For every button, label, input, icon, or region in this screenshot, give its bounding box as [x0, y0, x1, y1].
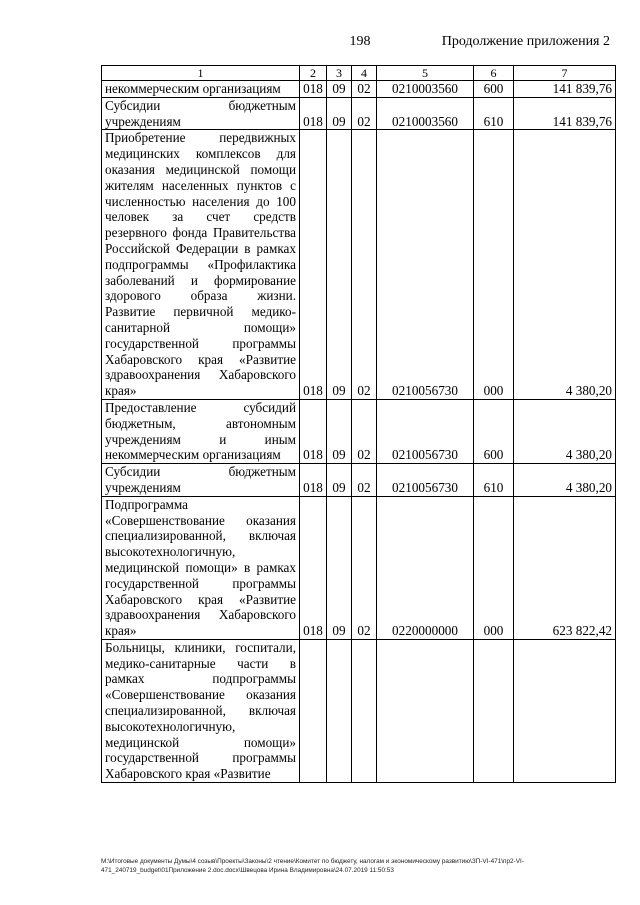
row-ministry-code: 018 — [300, 399, 327, 463]
column-header: 7 — [514, 66, 616, 81]
row-subsection-code — [352, 639, 377, 782]
table-row — [102, 97, 616, 130]
row-amount: 4 380,20 — [514, 399, 616, 463]
row-subsection-code: 02 — [352, 464, 377, 497]
row-target-code: 0220000000 — [377, 496, 474, 639]
row-name: Предоставление субсидий бюджетным, автономным учреждениям и иным некоммерческим организациям — [102, 399, 300, 463]
budget-table — [101, 65, 616, 783]
row-amount: 4 380,20 — [514, 130, 616, 400]
row-section-code: 09 — [327, 97, 352, 130]
row-subsection-code: 02 — [352, 399, 377, 463]
row-subsection-code: 02 — [352, 130, 377, 400]
column-header: 6 — [474, 66, 514, 81]
row-name: Субсидии бюджетным учреждениям — [102, 97, 300, 130]
row-ministry-code: 018 — [300, 464, 327, 497]
row-subsection-code: 02 — [352, 496, 377, 639]
footer-line: 471_240719_budget\01Приложение 2.doc.docx\Швецова Ирина Владимировна\24.07.2019 11:50:53 — [101, 866, 394, 874]
row-target-code — [377, 639, 474, 782]
row-expense-type: 610 — [474, 97, 514, 130]
continuation-note: Продолжение приложения 2 — [441, 34, 610, 49]
header-row — [102, 66, 616, 81]
row-expense-type: 000 — [474, 130, 514, 400]
row-section-code: 09 — [327, 496, 352, 639]
row-expense-type: 610 — [474, 464, 514, 497]
row-ministry-code: 018 — [300, 130, 327, 400]
column-header: 1 — [102, 66, 300, 81]
table-row — [102, 81, 616, 98]
row-section-code: 09 — [327, 399, 352, 463]
row-name: Субсидии бюджетным учреждениям — [102, 464, 300, 497]
table-row — [102, 639, 616, 782]
row-target-code: 0210003560 — [377, 81, 474, 98]
row-ministry-code: 018 — [300, 97, 327, 130]
row-name: Подпрограмма «Совершенствование оказания специализированной, включая высокотехнологичную, медицинской помощи» в рамках государственной программы Хабаровского края «Развитие здравоохранения Хабаровского края» — [102, 496, 300, 639]
row-expense-type — [474, 639, 514, 782]
column-header: 2 — [300, 66, 327, 81]
row-section-code: 09 — [327, 464, 352, 497]
file-path-footer — [101, 858, 621, 875]
table-row — [102, 464, 616, 497]
page-number: 198 — [349, 34, 371, 49]
row-amount: 4 380,20 — [514, 464, 616, 497]
row-name: Приобретение передвижных медицинских комплексов для оказания медицинской помощи жителям населенных пунктов с численностью населения до 100 человек за счет средств резервного фонда Правительства Российской Федерации в рамках подпрограммы «Профилактика заболеваний и формирование здорового образа жизни. Развитие первичной медико-санитарной помощи» государственной программы Хабаровского края «Развитие здравоохранения Хабаровского края» — [102, 130, 300, 400]
row-ministry-code: 018 — [300, 81, 327, 98]
row-name: некоммерческим организациям — [102, 81, 300, 98]
row-target-code: 0210056730 — [377, 464, 474, 497]
row-section-code: 09 — [327, 81, 352, 98]
row-target-code: 0210056730 — [377, 399, 474, 463]
table-row — [102, 130, 616, 400]
row-amount — [514, 639, 616, 782]
row-amount: 623 822,42 — [514, 496, 616, 639]
row-target-code: 0210003560 — [377, 97, 474, 130]
row-subsection-code: 02 — [352, 81, 377, 98]
row-target-code: 0210056730 — [377, 130, 474, 400]
column-header: 3 — [327, 66, 352, 81]
row-expense-type: 600 — [474, 81, 514, 98]
column-header: 4 — [352, 66, 377, 81]
row-section-code — [327, 639, 352, 782]
column-header: 5 — [377, 66, 474, 81]
row-ministry-code: 018 — [300, 496, 327, 639]
row-subsection-code: 02 — [352, 97, 377, 130]
row-ministry-code — [300, 639, 327, 782]
row-amount: 141 839,76 — [514, 97, 616, 130]
table-row — [102, 496, 616, 639]
row-expense-type: 600 — [474, 399, 514, 463]
row-expense-type: 000 — [474, 496, 514, 639]
row-name: Больницы, клиники, госпитали, медико-санитарные части в рамках подпрограммы «Совершенствование оказания специализированной, включая высокотехнологичную, медицинской помощи» государственной программы Хабаровского края «Развитие — [102, 639, 300, 782]
footer-line: M:\Итоговые документы Думы\4 созыв\Проекты\Законы\2 чтение\Комитет по бюджету, налогам и экономическому развитию\ЗП-VI-471\пр2-VI- — [101, 858, 524, 865]
row-amount: 141 839,76 — [514, 81, 616, 98]
table-row — [102, 399, 616, 463]
row-section-code: 09 — [327, 130, 352, 400]
